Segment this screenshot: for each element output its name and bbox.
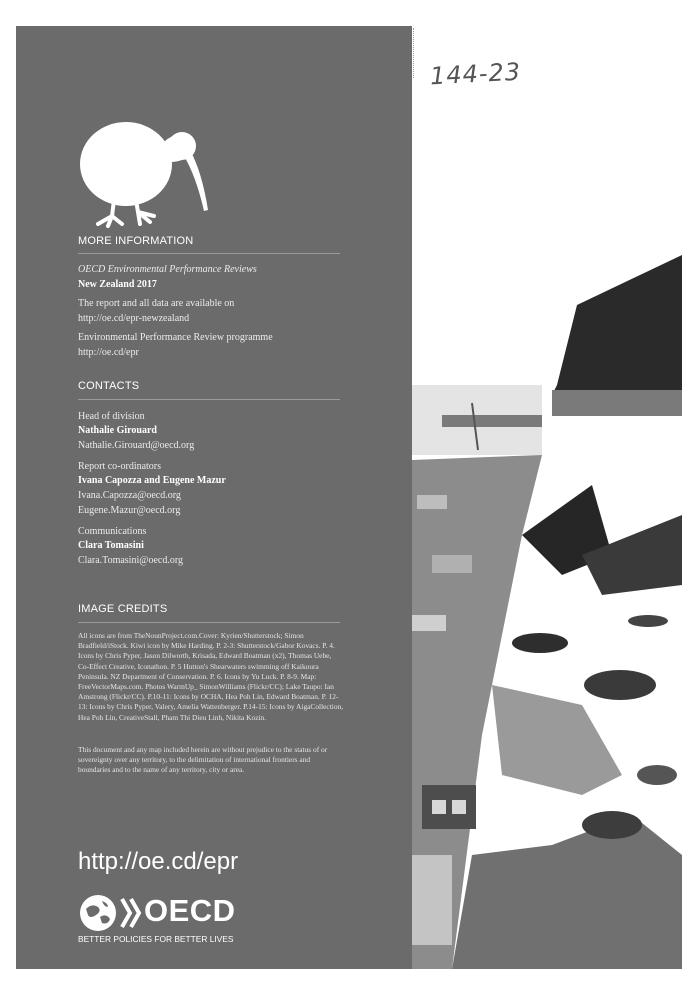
- contact-email-link[interactable]: Nathalie.Girouard@oecd.org: [78, 440, 195, 451]
- epr-url-link[interactable]: http://oe.cd/epr: [78, 848, 239, 875]
- contact-email-link[interactable]: Ivana.Capozza@oecd.org: [78, 490, 181, 501]
- report-series: OECD Environmental Performance Reviews: [78, 264, 257, 275]
- disclaimer-text: This document and any map included herein are without prejudice to the status of or sovereignty over any territory, to the delimitation of international frontiers and boundaries and to the name of any territory, city or area.: [78, 745, 328, 775]
- oecd-tagline: BETTER POLICIES FOR BETTER LIVES: [78, 934, 234, 944]
- contact-role: Report co-ordinators: [78, 461, 162, 472]
- contact-name: Nathalie Girouard: [78, 425, 157, 436]
- coastal-town-photo: [412, 255, 682, 969]
- availability-text: The report and all data are available on: [78, 298, 235, 309]
- report-title: New Zealand 2017: [78, 279, 157, 290]
- image-credits-heading: IMAGE CREDITS: [78, 603, 168, 615]
- oecd-logo-text: OECD: [144, 893, 236, 928]
- programme-url-link[interactable]: http://oe.cd/epr: [78, 347, 139, 358]
- scan-margin-mark: [413, 28, 418, 78]
- contact-name: Clara Tomasini: [78, 540, 144, 551]
- contact-email-link[interactable]: Clara.Tomasini@oecd.org: [78, 555, 183, 566]
- kiwi-bird-icon: [78, 112, 214, 232]
- globe-icon: [78, 893, 118, 933]
- handwritten-annotation: 144-23: [429, 57, 522, 91]
- report-url-link[interactable]: http://oe.cd/epr-newzealand: [78, 313, 190, 324]
- info-panel: [16, 26, 412, 969]
- image-credits-text: All icons are from TheNounProject.com.Cover: Kyrien/Shutterstock; Simon Bradfield/iStock. Kiwi icon by Mike Harding. P. 2-3: Shutterstock/Gabor Kovacs. P. 4. Icons by Chris Pyper, Jason Dilworth, Krisada, Edward Boatman (x2), Thomas Uebe, Co-Effect Creative, Iconathon. P. 5 Hutton's Shearwaters swimming off Kaikoura Peninsula. NZ Department of Conservation. P. 6. Icons by Yu Luck. P. 8-9. Map: FreeVectorMaps.com. Photos WarmUp_ SimonWilliams (Flickr/CC); Lake Taupo: Ian Amstrong (Flickr/CC). P.10-11: Icons by OCHA, Hea Poh Lin, Edward Boatman. P. 12-13: Icons by Chris Pyper, Valery, Amelia Wattenberger. P.14-15: Icons by AigaCollection, Hea Poh Lin, CreativeStall, Pham Thi Dieu Linh, Nikita Kozin.: [78, 631, 344, 722]
- section-divider: [78, 622, 340, 623]
- section-divider: [78, 399, 340, 400]
- contact-role: Head of division: [78, 411, 145, 422]
- contacts-heading: CONTACTS: [78, 380, 140, 392]
- chevrons-icon: [119, 897, 143, 929]
- section-divider: [78, 253, 340, 254]
- more-information-heading: MORE INFORMATION: [78, 235, 194, 247]
- contact-name: Ivana Capozza and Eugene Mazur: [78, 475, 226, 486]
- programme-text: Environmental Performance Review programme: [78, 332, 273, 343]
- contact-role: Communications: [78, 526, 147, 537]
- contact-email-link[interactable]: Eugene.Mazur@oecd.org: [78, 505, 181, 516]
